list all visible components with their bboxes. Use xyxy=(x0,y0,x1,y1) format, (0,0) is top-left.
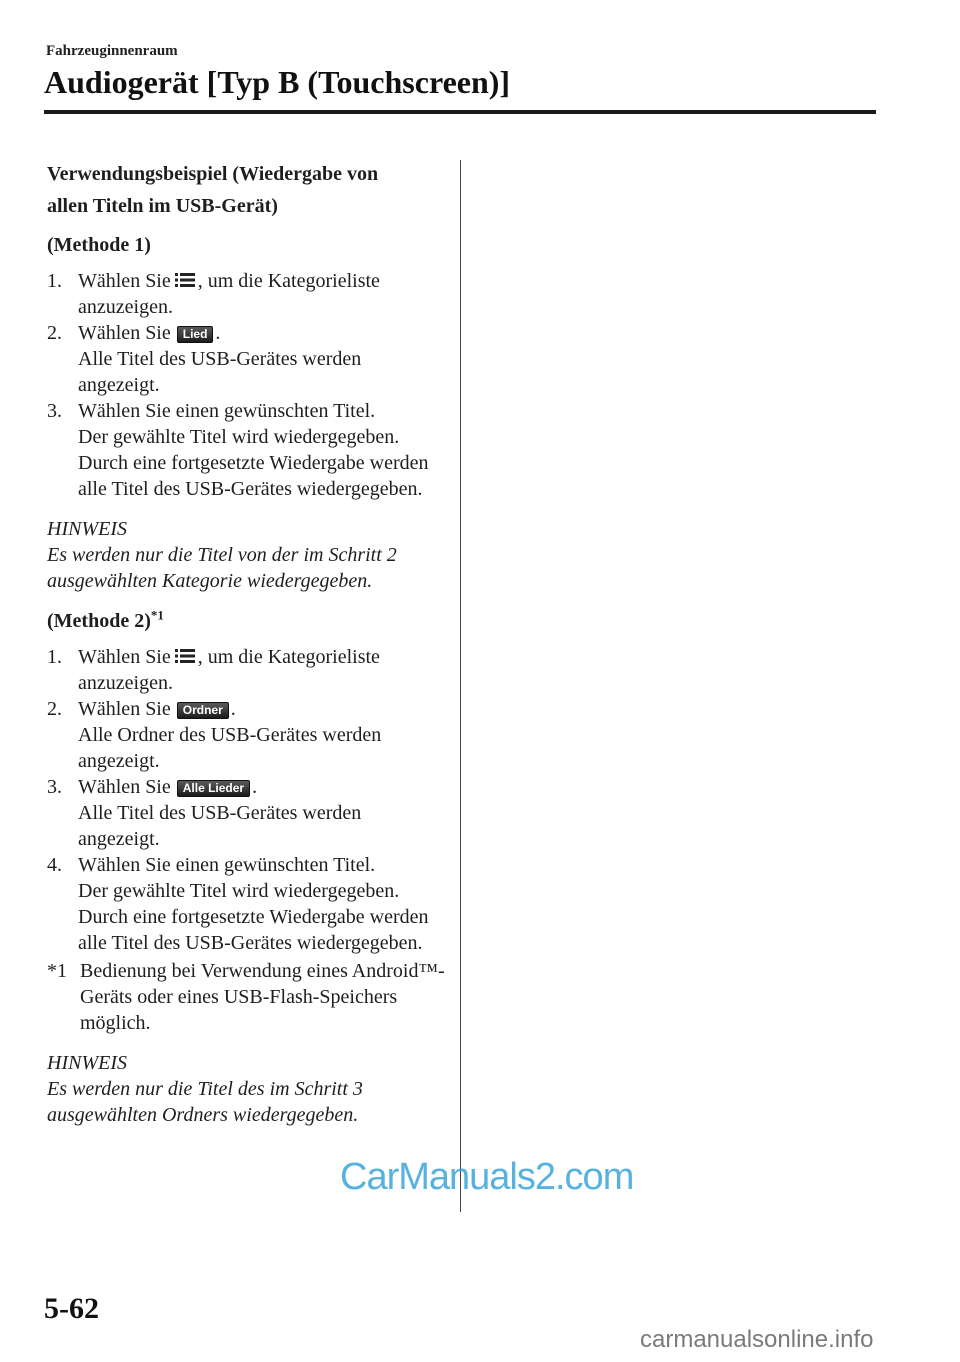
page-number: 5-62 xyxy=(44,1292,99,1325)
watermark-site: carmanualsonline.info xyxy=(640,1326,874,1353)
method2-title: (Methode 2)$^{*1}$ xyxy=(47,607,164,632)
note-text: Es werden nur die Titel von der im Schritt 2 ausgewählten Kategorie wiedergegeben. xyxy=(47,544,397,592)
note-text: Es werden nur die Titel des im Schritt 3 ausgewählten Ordners wiedergegeben. xyxy=(47,1078,363,1126)
footnote xyxy=(47,958,447,1036)
ordner-button[interactable]: Ordner xyxy=(177,702,229,719)
lied-button[interactable]: Lied xyxy=(177,326,214,343)
section-label: Fahrzeuginnenraum xyxy=(46,43,178,59)
footnote-text: Bedienung bei Verwendung eines Android™-Geräts oder eines USB-Flash-Speichers möglich. xyxy=(80,960,445,1034)
note-title: HINWEIS xyxy=(47,1052,127,1074)
method2-steps xyxy=(47,644,447,956)
note-title: HINWEIS xyxy=(47,518,127,540)
chapter-title: Audiogerät [Typ B (Touchscreen)] xyxy=(44,64,511,100)
alle-lieder-button[interactable]: Alle Lieder xyxy=(177,780,250,797)
method1-steps xyxy=(47,268,447,502)
watermark-logo: CarManuals2.com xyxy=(340,1156,634,1198)
list-item: 3. Wählen Sie einen gewünschten Titel. Der gewählte Titel wird wiedergegeben. Durch eine fortgesetzte Wiedergabe werden alle Titel des USB-Gerätes wiedergegeben. xyxy=(47,400,429,500)
list-icon[interactable] xyxy=(174,647,196,665)
footnote-mark: *1 xyxy=(47,960,67,982)
left-column xyxy=(47,158,447,1128)
list-item: 2. Wählen Sie Lied . Alle Titel des USB-Gerätes werden angezeigt. xyxy=(47,322,362,396)
list-icon[interactable] xyxy=(174,271,196,289)
list-item: 1. Wählen Sie , um die Kategorieliste anzuzeigen. xyxy=(47,646,380,694)
column-divider xyxy=(460,160,461,1212)
list-item: 1. Wählen Sie , um die Kategorieliste anzuzeigen. xyxy=(47,270,380,318)
list-item: 3. Wählen Sie Alle Lieder . Alle Titel des USB-Gerätes werden angezeigt. xyxy=(47,776,362,850)
list-item: 4. Wählen Sie einen gewünschten Titel. Der gewählte Titel wird wiedergegeben. Durch eine fortgesetzte Wiedergabe werden alle Titel des USB-Gerätes wiedergegeben. xyxy=(47,854,429,954)
example-heading: Verwendungsbeispiel (Wiedergabe von allen Titeln im USB-Gerät) xyxy=(47,163,379,217)
method1-title: (Methode 1) xyxy=(47,234,151,256)
footnote-ref: *1 xyxy=(150,607,164,623)
header-rule xyxy=(44,110,876,114)
list-item: 2. Wählen Sie Ordner . Alle Ordner des USB-Gerätes werden angezeigt. xyxy=(47,698,382,772)
